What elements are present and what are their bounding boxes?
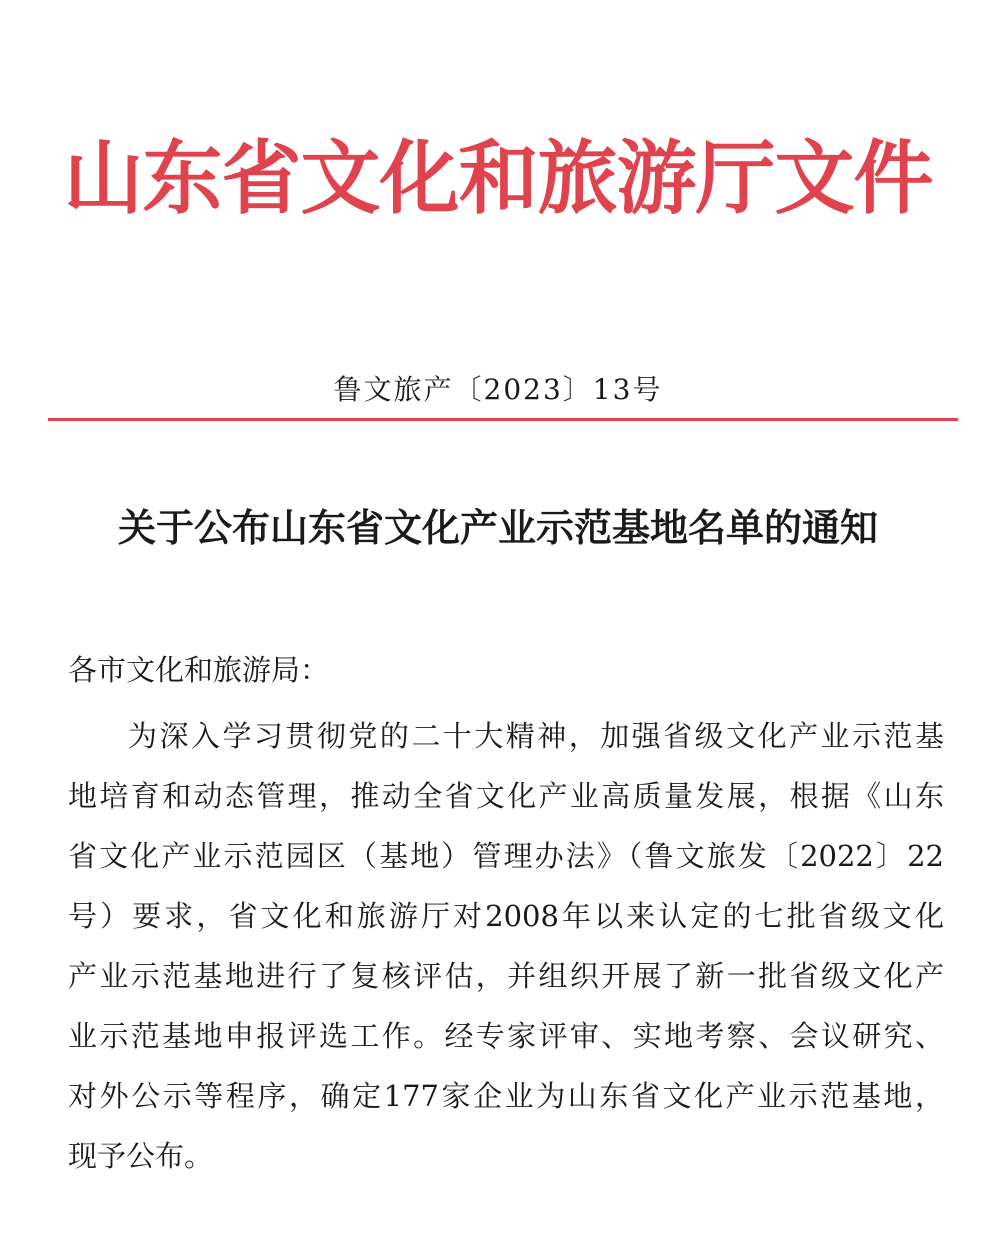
red-divider-line — [48, 418, 958, 421]
notice-title: 关于公布山东省文化产业示范基地名单的通知 — [117, 505, 878, 550]
body-line: 现予公布。 — [68, 1139, 214, 1173]
document-number: 鲁文旅产〔2023〕13号 — [333, 373, 663, 406]
body-paragraph — [68, 710, 944, 1190]
body-line: 业示范基地申报评选工作。经专家评审、实地考察、会议研究、 — [68, 1019, 944, 1053]
body-line: 为深入学习贯彻党的二十大精神，加强省级文化产业示范基 — [128, 719, 944, 753]
letterhead-title: 山东省文化和旅游厅文件 — [63, 131, 933, 225]
salutation: 各市文化和旅游局： — [68, 653, 330, 687]
body-line: 省文化产业示范园区（基地）管理办法》（鲁文旅发〔2022〕22 — [68, 839, 944, 873]
body-line: 对外公示等程序，确定177家企业为山东省文化产业示范基地， — [68, 1079, 944, 1113]
body-line: 地培育和动态管理，推动全省文化产业高质量发展，根据《山东 — [68, 779, 944, 813]
body-line: 产业示范基地进行了复核评估，并组织开展了新一批省级文化产 — [68, 959, 944, 993]
body-line: 号）要求，省文化和旅游厅对2008年以来认定的七批省级文化 — [68, 899, 944, 933]
